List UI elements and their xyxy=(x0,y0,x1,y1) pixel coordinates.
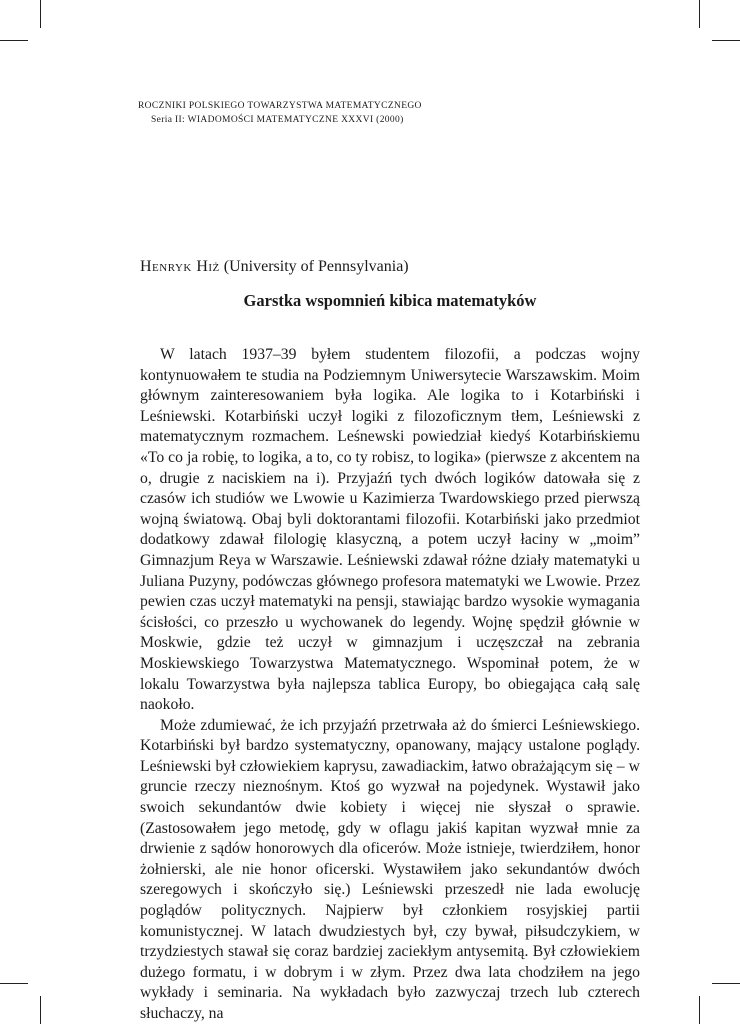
crop-mark xyxy=(699,0,700,28)
article-body xyxy=(140,345,640,1025)
author-affiliation: (University of Pennsylvania) xyxy=(223,258,409,275)
journal-name: ROCZNIKI POLSKIEGO TOWARZYSTWA MATEMATYCZNEGO xyxy=(138,101,422,111)
author-name: Henryk Hiż xyxy=(140,258,220,275)
paragraph: Może zdumiewać, że ich przyjaźń przetrwała aż do śmierci Leśniewskiego. Kotarbiński był bardzo systematyczny, opanowany, mający ustalone poglądy. Leśniewski był człowiekiem kaprysu, zawadiackim, łatwo obrażającym się – w gruncie rzeczy nieznośnym. Ktoś go wyzwał na pojedynek. Wystawił jako swoich sekundantów dwie kobiety i więcej nie słyszał o sprawie. (Zastosowałem jego metodę, gdy w oflagu jakiś kapitan wyzwał mnie za drwienie z sądów honorowych dla oficerów. Może istnieje, twierdziłem, honor żołnierski, ale nie honor oficerski. Wystawiłem jako sekundantów dwóch szeregowych i skończyło się.) Leśniewski przeszedł nie lada ewolucję poglądów politycznych. Najpierw był członkiem rosyjskiej partii komunistycznej. W latach dwudziestych był, czy bywał, piłsudczykiem, w trzydziestych stawał się coraz bardziej zaciekłym antysemitą. Był człowiekiem dużego formatu, i w dobrym i w złym. Przez dwa lata chodziłem na jego wykłady i seminaria. Na wykładach było zazwyczaj trzech lub czterech słuchaczy, na xyxy=(140,716,640,1022)
crop-mark xyxy=(40,996,41,1024)
crop-mark xyxy=(712,40,740,41)
author-line xyxy=(140,258,640,276)
crop-mark xyxy=(0,40,28,41)
crop-mark xyxy=(699,996,700,1024)
crop-mark xyxy=(40,0,41,28)
journal-series: Seria II: WIADOMOŚCI MATEMATYCZNE XXXVI (2000) xyxy=(151,115,404,125)
crop-mark xyxy=(712,983,740,984)
journal-header xyxy=(138,99,608,127)
crop-mark xyxy=(0,983,28,984)
paragraph: W latach 1937–39 byłem studentem filozofii, a podczas wojny kontynuowałem te studia na Podziemnym Uniwersytecie Warszawskim. Moim głównym zainteresowaniem była logika. Ale logika to i Kotarbiński i Leśniewski. Kotarbiński uczył logiki z filozoficznym tłem, Leśniewski z matematycznym rozmachem. Leśnewski powiedział kiedyś Kotarbińskiemu «To co ja robię, to logika, a to, co ty robisz, to logika» (pierwsze z akcentem na o, drugie z naciskiem na i). Przyjaźń tych dwóch logików datowała się z czasów ich studiów we Lwowie u Kazimierza Twardowskiego przed pierwszą wojną światową. Obaj byli doktorantami filozofii. Kotarbiński jako przedmiot dodatkowy zdawał filologię klasyczną, a potem uczył łaciny w „moim” Gimnazjum Reya w Warszawie. Leśniewski zdawał różne działy matematyki u Juliana Puzyny, podówczas głównego profesora matematyki we Lwowie. Przez pewien czas uczył matematyki na pensji, stawiając bardzo wysokie wymagania ścisłości, co przeszło u wychowanek do legendy. Wojnę spędził głównie w Moskwie, gdzie też uczył w gimnazjum i uczęszczał na zebrania Moskiewskiego Towarzystwa Matematycznego. Wspominał potem, że w lokalu Towarzystwa była najlepsza tablica Europy, bo obiegająca całą salę naokoło. xyxy=(140,346,640,714)
article-title: Garstka wspomnień kibica matematyków xyxy=(243,291,537,310)
